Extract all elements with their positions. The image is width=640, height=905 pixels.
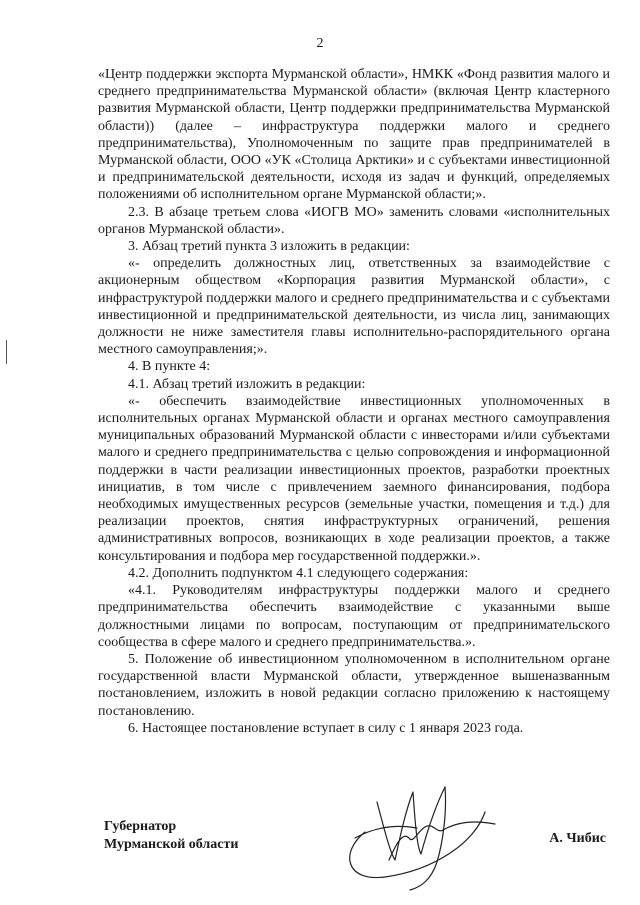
signatory-title (104, 818, 238, 854)
signatory-name: А. Чибис (549, 831, 606, 846)
margin-mark (6, 340, 7, 364)
handwritten-signature (325, 772, 505, 897)
paragraph-3: 3. Абзац третий пункта 3 изложить в редакции: (128, 239, 410, 255)
page-number: 2 (316, 36, 324, 51)
signatory-title-line2: Мурманской области (104, 837, 239, 852)
paragraph-continuation: «Центр поддержки экспорта Мурманской области», НМКК «Фонд развития малого и среднего предпринимательства Мурманской области» (включая Центр кластерного развития Мурманской области, Центр поддержки предпринимательства Мурманской области)) (далее – инфраструктура поддержки малого и среднего предпринимательства), Уполномоченным по защите прав предпринимателей в Мурманской области, ООО «УК «Столица Арктики» и с субъектами инвестиционной и предпринимательской деятельности, исходя из задач и функций, определяемых положениями об исполнительном органе Мурманской области;». (98, 67, 610, 203)
paragraph-5: 5. Положение об инвестиционном уполномоченном в исполнительном органе государственной власти Мурманской области, утвержденное вышеназванным постановлением, изложить в новой редакции согласно приложению к настоящему постановлению. (98, 651, 610, 719)
paragraph-4: 4. В пункте 4: (128, 359, 211, 375)
signatory-title-line1: Губернатор (104, 819, 177, 834)
paragraph-4-2: 4.2. Дополнить подпунктом 4.1 следующего содержания: (128, 565, 469, 581)
document-body (98, 66, 610, 737)
paragraph-4-1: 4.1. Абзац третий изложить в редакции: (128, 376, 366, 392)
paragraph-4-2-text: «4.1. Руководителям инфраструктуры поддержки малого и среднего предпринимательства обеспечить взаимодействие с указанными выше должностными лицами по вопросам, поступающим от предпринимательского сообщества в сфере малого и среднего предпринимательства.». (98, 583, 610, 650)
paragraph-6: 6. Настоящее постановление вступает в силу с 1 января 2023 года. (128, 720, 524, 736)
paragraph-3-text: «- определить должностных лиц, ответственных за взаимодействие с акционерным обществом «Корпорация развития Мурманской области», с инфраструктурой поддержки малого и среднего предпринимательства и с субъектами инвестиционной и предпринимательской деятельности, из числа лиц, занимающих должности не ниже заместителя главы исполнительно-распорядительного органа местного самоуправления;». (98, 256, 610, 358)
paragraph-4-1-text: «- обеспечить взаимодействие инвестиционных уполномоченных в исполнительных органах Мурманской области и органах местного самоуправления муниципальных образований Мурманской области с инвесторами и/или субъектами малого и среднего предпринимательства с целью сопровождения и информационной поддержки в части реализации инвестиционных проектов, разработки проектных инициатив, в том числе с привлечением заемного финансирования, подбора необходимых имущественных ресурсов (земельные участки, помещения и т.д.) для реализации проектов, снятия инфраструктурных ограничений, решения административных вопросов, возникающих в ходе реализации проектов, а также консультирования и подбора мер государственной поддержки.». (98, 393, 610, 564)
paragraph-2-3: 2.3. В абзаце третьем слова «ИОГВ МО» заменить словами «исполнительных органов Мурманской области». (98, 204, 610, 237)
